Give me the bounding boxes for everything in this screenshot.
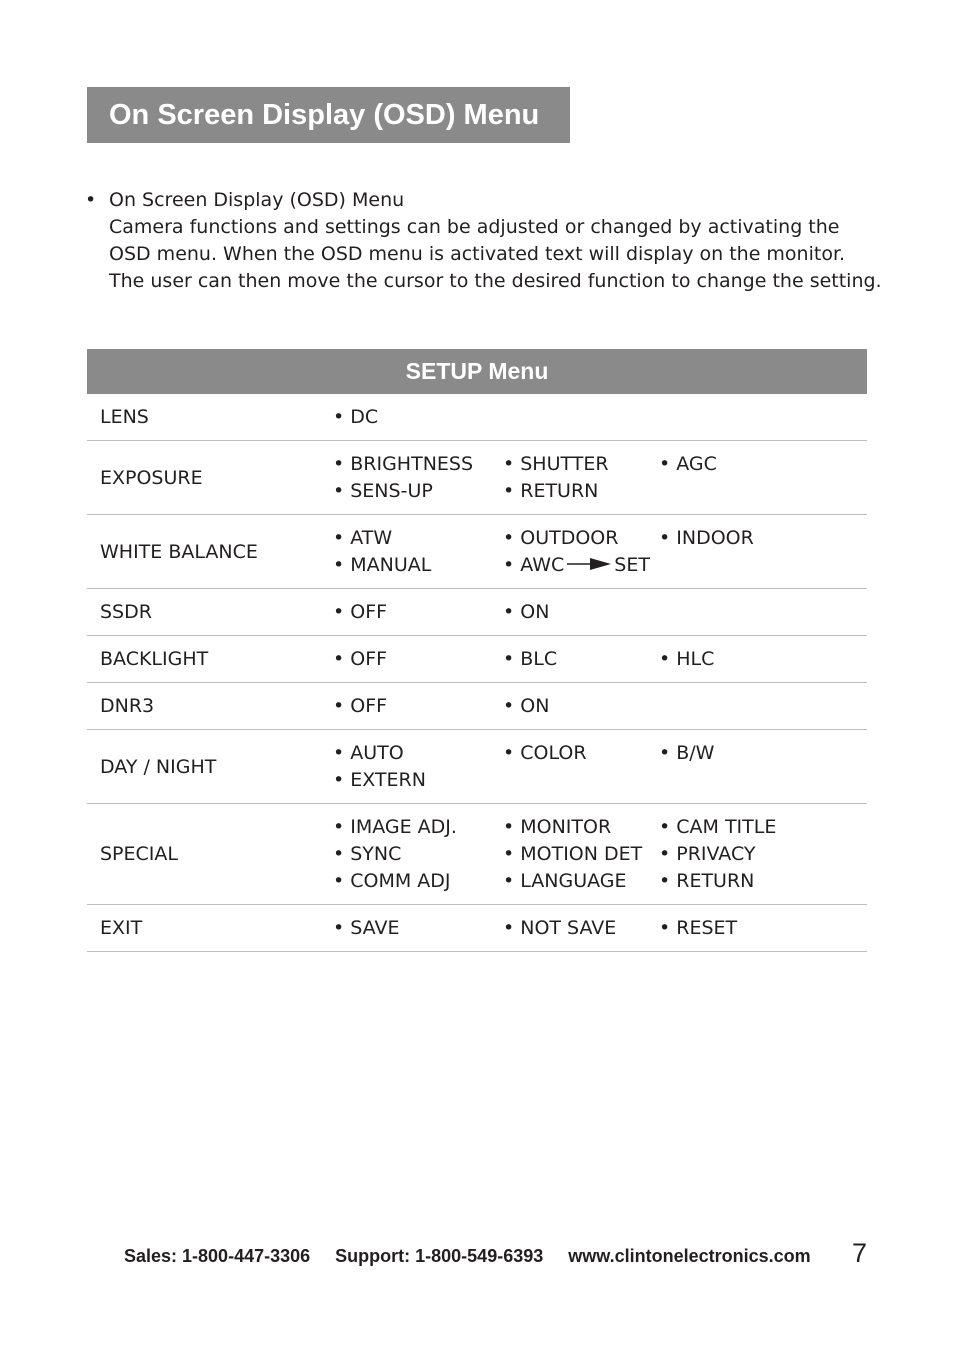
footer-contact [124, 1246, 831, 1267]
setup-menu-header: SETUP Menu [87, 349, 867, 394]
intro-line: The user can then move the cursor to the desired function to change the setting. [109, 270, 882, 292]
option-item [659, 915, 867, 942]
setting-name: LENS [87, 394, 331, 441]
option-cell [501, 804, 657, 905]
page-title: On Screen Display (OSD) Menu [87, 87, 570, 143]
option-label: • RETURN [659, 870, 755, 892]
option-item [333, 646, 501, 673]
option-cell [331, 589, 501, 636]
option-item [333, 599, 501, 626]
option-cell [657, 589, 867, 636]
setting-name: SPECIAL [87, 804, 331, 905]
setup-menu-table [87, 349, 867, 952]
option-item [503, 814, 657, 841]
option-cell [657, 683, 867, 730]
option-label: • IMAGE ADJ. [333, 816, 457, 838]
option-label: • BRIGHTNESS [333, 453, 474, 475]
option-label: • ON [503, 695, 550, 717]
option-label: • BLC [503, 648, 558, 670]
bullet-marker: • [85, 189, 97, 211]
arrow-right-icon [566, 557, 612, 571]
intro-line: OSD menu. When the OSD menu is activated text will display on the monitor. [109, 243, 846, 265]
option-cell [657, 905, 867, 952]
option-item [333, 915, 501, 942]
option-label: • AWC [503, 554, 565, 576]
option-item [503, 525, 657, 552]
page-number: 7 [852, 1238, 868, 1268]
option-label: • NOT SAVE [503, 917, 617, 939]
option-label: • AGC [659, 453, 717, 475]
option-cell [501, 394, 657, 441]
option-cell [657, 441, 867, 515]
option-cell [657, 730, 867, 804]
setting-name: SSDR [87, 589, 331, 636]
option-item [503, 915, 657, 942]
option-cell [331, 394, 501, 441]
option-cell [501, 905, 657, 952]
option-cell [331, 804, 501, 905]
option-item [333, 693, 501, 720]
option-label: • ON [503, 601, 550, 623]
option-cell [657, 636, 867, 683]
option-item [659, 841, 867, 868]
option-label: • PRIVACY [659, 843, 756, 865]
option-label: • MONITOR [503, 816, 612, 838]
option-item [659, 525, 867, 552]
option-item [659, 646, 867, 673]
table-row [87, 683, 867, 730]
option-item [333, 841, 501, 868]
option-label: • CAM TITLE [659, 816, 777, 838]
support-phone: Support: 1-800-549-6393 [335, 1246, 544, 1266]
website-url: www.clintonelectronics.com [568, 1246, 811, 1266]
option-cell [657, 515, 867, 589]
table-row [87, 589, 867, 636]
option-item [333, 552, 501, 579]
option-item [333, 404, 501, 431]
arrow-target-label: SET [614, 554, 650, 576]
option-label: • INDOOR [659, 527, 754, 549]
option-cell [331, 905, 501, 952]
option-label: • OFF [333, 601, 388, 623]
option-label: • RESET [659, 917, 738, 939]
option-item [503, 693, 657, 720]
option-item [333, 868, 501, 895]
setting-name: EXPOSURE [87, 441, 331, 515]
option-label: • SYNC [333, 843, 402, 865]
setting-name: EXIT [87, 905, 331, 952]
intro-line: On Screen Display (OSD) Menu [109, 189, 405, 211]
option-item [503, 646, 657, 673]
option-item [333, 525, 501, 552]
option-label: • ATW [333, 527, 393, 549]
option-cell [501, 441, 657, 515]
option-cell [331, 441, 501, 515]
option-item [659, 814, 867, 841]
option-item [659, 451, 867, 478]
option-item [503, 552, 657, 579]
table-row [87, 394, 867, 441]
option-label: • SHUTTER [503, 453, 609, 475]
option-label: • EXTERN [333, 769, 426, 791]
option-label: • AUTO [333, 742, 404, 764]
option-label: • OFF [333, 648, 388, 670]
option-cell [501, 636, 657, 683]
option-item [333, 451, 501, 478]
table-row [87, 636, 867, 683]
option-cell [657, 394, 867, 441]
option-cell [331, 730, 501, 804]
option-label: • MANUAL [333, 554, 432, 576]
option-cell [331, 636, 501, 683]
option-label: • OFF [333, 695, 388, 717]
option-item [333, 740, 501, 767]
option-item [333, 767, 501, 794]
option-label: • OUTDOOR [503, 527, 619, 549]
option-label: • MOTION DET [503, 843, 643, 865]
option-cell [501, 589, 657, 636]
option-cell [331, 683, 501, 730]
option-label: • RETURN [503, 480, 599, 502]
intro-paragraph [87, 187, 887, 295]
intro-line: Camera functions and settings can be adjusted or changed by activating the [109, 216, 840, 238]
setting-name: DNR3 [87, 683, 331, 730]
option-item [503, 451, 657, 478]
option-cell [501, 683, 657, 730]
option-item [503, 868, 657, 895]
option-cell [501, 515, 657, 589]
option-cell [657, 804, 867, 905]
option-label: • COLOR [503, 742, 587, 764]
option-label: • SAVE [333, 917, 400, 939]
setting-name: BACKLIGHT [87, 636, 331, 683]
table-row [87, 515, 867, 589]
option-item [333, 814, 501, 841]
option-label: • B/W [659, 742, 715, 764]
setting-name: DAY / NIGHT [87, 730, 331, 804]
table-row [87, 804, 867, 905]
option-label: • LANGUAGE [503, 870, 627, 892]
sales-phone: Sales: 1-800-447-3306 [124, 1246, 311, 1266]
option-item [503, 841, 657, 868]
option-item [503, 740, 657, 767]
setting-name: WHITE BALANCE [87, 515, 331, 589]
option-label: • DC [333, 406, 379, 428]
option-label: • SENS-UP [333, 480, 433, 502]
table-row [87, 905, 867, 952]
table-row [87, 730, 867, 804]
option-item [333, 478, 501, 505]
option-label: • HLC [659, 648, 715, 670]
option-cell [331, 515, 501, 589]
option-label: • COMM ADJ [333, 870, 451, 892]
option-item [659, 868, 867, 895]
option-item [503, 478, 657, 505]
table-row [87, 441, 867, 515]
option-item [503, 599, 657, 626]
option-item [659, 740, 867, 767]
option-cell [501, 730, 657, 804]
